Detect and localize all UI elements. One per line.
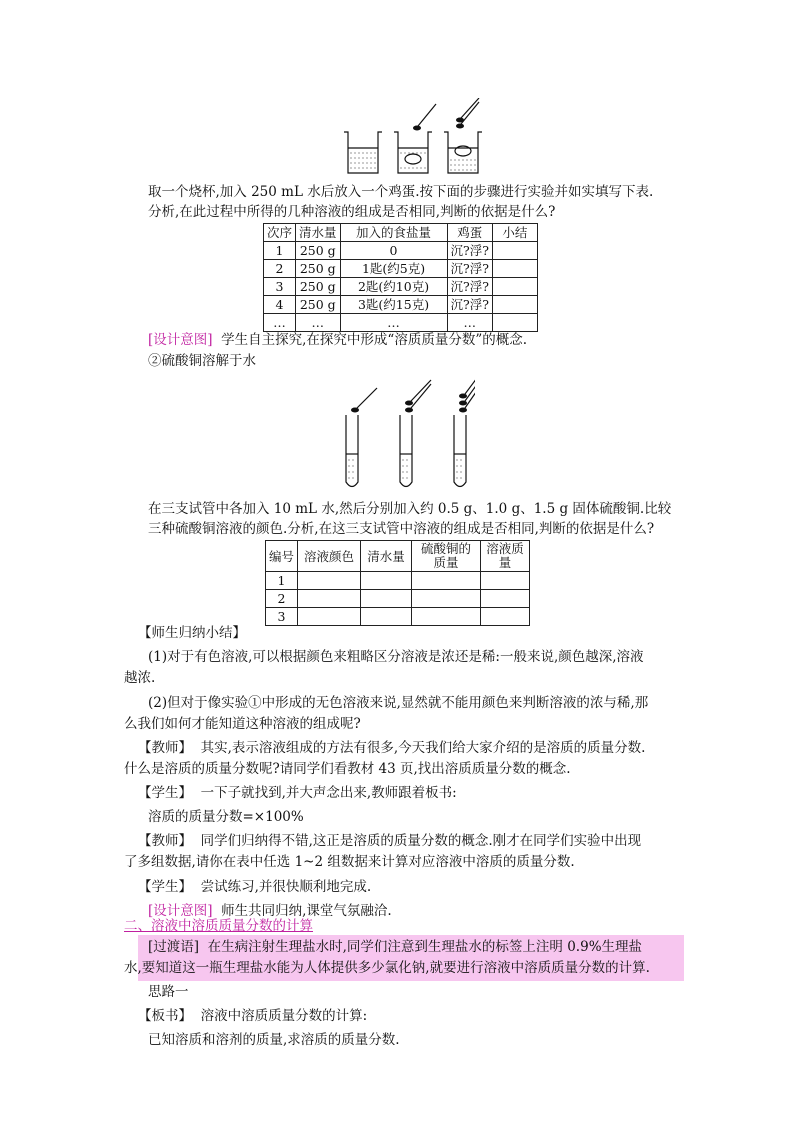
table-cell: 250 g [296, 260, 341, 278]
table-row [264, 260, 538, 278]
student-1 [138, 784, 457, 802]
table-cell [492, 278, 537, 296]
table-header: 溶液质量 [481, 541, 530, 572]
test-tube-illustration [335, 370, 475, 495]
summary-title: 【师生归纳小结】 [138, 625, 246, 641]
table-cell: 0 [340, 242, 447, 260]
table-cell [492, 260, 537, 278]
table-row [264, 278, 538, 296]
design-note-1 [148, 331, 527, 349]
summary-p2-line-1: (2)但对于像实验①中形成的无色溶液来说,显然就不能用颜色来判断溶液的浓与稀,那 [148, 695, 649, 711]
board-tag: 【板书】 [138, 1008, 192, 1024]
table-header-row [264, 224, 538, 242]
table-row [264, 296, 538, 314]
teacher-1-line-1 [138, 739, 645, 757]
summary-p1-line-1: (1)对于有色溶液,可以根据颜色来粗略区分溶液是浓还是稀:一般来说,颜色越深,溶液 [148, 649, 644, 665]
table-cell [481, 572, 530, 590]
table-header: 加入的食盐量 [340, 224, 447, 242]
design-text: 学生自主探究,在探究中形成“溶质质量分数”的概念. [221, 332, 528, 348]
student-tag: 【学生】 [138, 785, 192, 801]
design-tag: [设计意图] [148, 903, 213, 919]
table-cell [481, 590, 530, 608]
transition-line-2: 水,要知道这一瓶生理盐水能为人体提供多少氯化钠,就要进行溶液中溶质质量分数的计算. [124, 960, 650, 976]
table-header: 鸡蛋 [447, 224, 492, 242]
section-2-heading: 二、溶液中溶质质量分数的计算 [124, 918, 313, 934]
teacher-tag: 【教师】 [138, 833, 192, 849]
transition-tag: [过渡语] [148, 939, 200, 955]
table-cell: … [296, 314, 341, 332]
intro-line-1: 取一个烧杯,加入 250 mL 水后放入一个鸡蛋.按下面的步骤进行实验并如实填写下表. [148, 184, 654, 200]
table-header: 清水量 [361, 541, 412, 572]
table-row [264, 242, 538, 260]
table-cell: 250 g [296, 278, 341, 296]
table-cell: … [447, 314, 492, 332]
table-cell [492, 296, 537, 314]
table-cell [412, 590, 481, 608]
egg-experiment-table [263, 223, 538, 332]
table-cell: 2匙(约10克) [340, 278, 447, 296]
experiment-2-line-2: 三种硫酸铜溶液的颜色.分析,在这三支试管中溶液的组成是否相同,判断的依据是什么? [148, 521, 655, 537]
teacher-tag: 【教师】 [138, 740, 192, 756]
design-tag: [设计意图] [148, 332, 213, 348]
table-row [266, 590, 530, 608]
last-line: 已知溶质和溶剂的质量,求溶质的质量分数. [148, 1032, 400, 1048]
table-cell: 3 [264, 278, 296, 296]
table-cell: … [340, 314, 447, 332]
summary-p2-line-2: 么我们如何才能知道这种溶液的组成呢? [124, 716, 361, 732]
table-cell: 沉?浮? [447, 296, 492, 314]
table-cell [298, 608, 361, 626]
table-cell: 2 [266, 590, 298, 608]
table-cell: 2 [264, 260, 296, 278]
table-cell: 沉?浮? [447, 260, 492, 278]
table-header: 编号 [266, 541, 298, 572]
table-cell [412, 572, 481, 590]
table-header: 清水量 [296, 224, 341, 242]
summary-p1-line-2: 越浓. [124, 670, 156, 686]
idea-1: 思路一 [148, 984, 189, 1000]
student-tag: 【学生】 [138, 879, 192, 895]
teacher-2-line-1 [138, 832, 641, 850]
table-row [264, 314, 538, 332]
table-cell [412, 608, 481, 626]
transition-text: 在生病注射生理盐水时,同学们注意到生理盐水的标签上注明 0.9%生理盐 [207, 939, 643, 955]
teacher-1-line-2: 什么是溶质的质量分数呢?请同学们看教材 43 页,找出溶质质量分数的概念. [124, 761, 571, 777]
table-cell: 250 g [296, 296, 341, 314]
copper-sulfate-table [265, 540, 530, 626]
design-text: 师生共同归纳,课堂气氛融洽. [221, 903, 392, 919]
table-cell: 沉?浮? [447, 242, 492, 260]
table-cell: 1 [264, 242, 296, 260]
table-header: 次序 [264, 224, 296, 242]
table-cell: 1 [266, 572, 298, 590]
table-cell [298, 572, 361, 590]
table-cell: 3匙(约15克) [340, 296, 447, 314]
table-cell: 3 [266, 608, 298, 626]
table-cell [298, 590, 361, 608]
table-cell: 250 g [296, 242, 341, 260]
intro-line-2: 分析,在此过程中所得的几种溶液的组成是否相同,判断的依据是什么? [148, 204, 556, 220]
table-cell: 4 [264, 296, 296, 314]
table-cell [481, 608, 530, 626]
student-text: 一下子就找到,并大声念出来,教师跟着板书: [200, 785, 457, 801]
experiment-2-line-1: 在三支试管中各加入 10 mL 水,然后分别加入约 0.5 g、1.0 g、1.5 g 固体硫酸铜.比较 [148, 501, 672, 517]
table-cell [361, 572, 412, 590]
table-cell: … [264, 314, 296, 332]
table-header-row [266, 541, 530, 572]
table-cell [361, 590, 412, 608]
table-row [266, 572, 530, 590]
table-cell [492, 242, 537, 260]
table-header: 溶液颜色 [298, 541, 361, 572]
table-cell [361, 608, 412, 626]
table-cell: 沉?浮? [447, 278, 492, 296]
experiment-2-title: ②硫酸铜溶解于水 [148, 353, 256, 369]
beaker-illustration [338, 98, 488, 178]
table-cell: 1匙(约5克) [340, 260, 447, 278]
teacher-2-line-2: 了多组数据,请你在表中任选 1~2 组数据来计算对应溶液中溶质的质量分数. [124, 854, 575, 870]
student-text: 尝试练习,并很快顺利地完成. [200, 879, 372, 895]
transition-line-1 [148, 938, 642, 956]
table-row [266, 608, 530, 626]
board-text: 溶液中溶质质量分数的计算: [200, 1008, 368, 1024]
student-2 [138, 878, 371, 896]
table-header: 小结 [492, 224, 537, 242]
table-cell [492, 314, 537, 332]
board-note [138, 1007, 367, 1025]
formula: 溶质的质量分数=×100% [148, 809, 304, 825]
table-header: 硫酸铜的质量 [412, 541, 481, 572]
teacher-text: 其实,表示溶液组成的方法有很多,今天我们给大家介绍的是溶质的质量分数. [200, 740, 646, 756]
teacher-text: 同学们归纳得不错,这正是溶质的质量分数的概念.刚才在同学们实验中出现 [200, 833, 642, 849]
